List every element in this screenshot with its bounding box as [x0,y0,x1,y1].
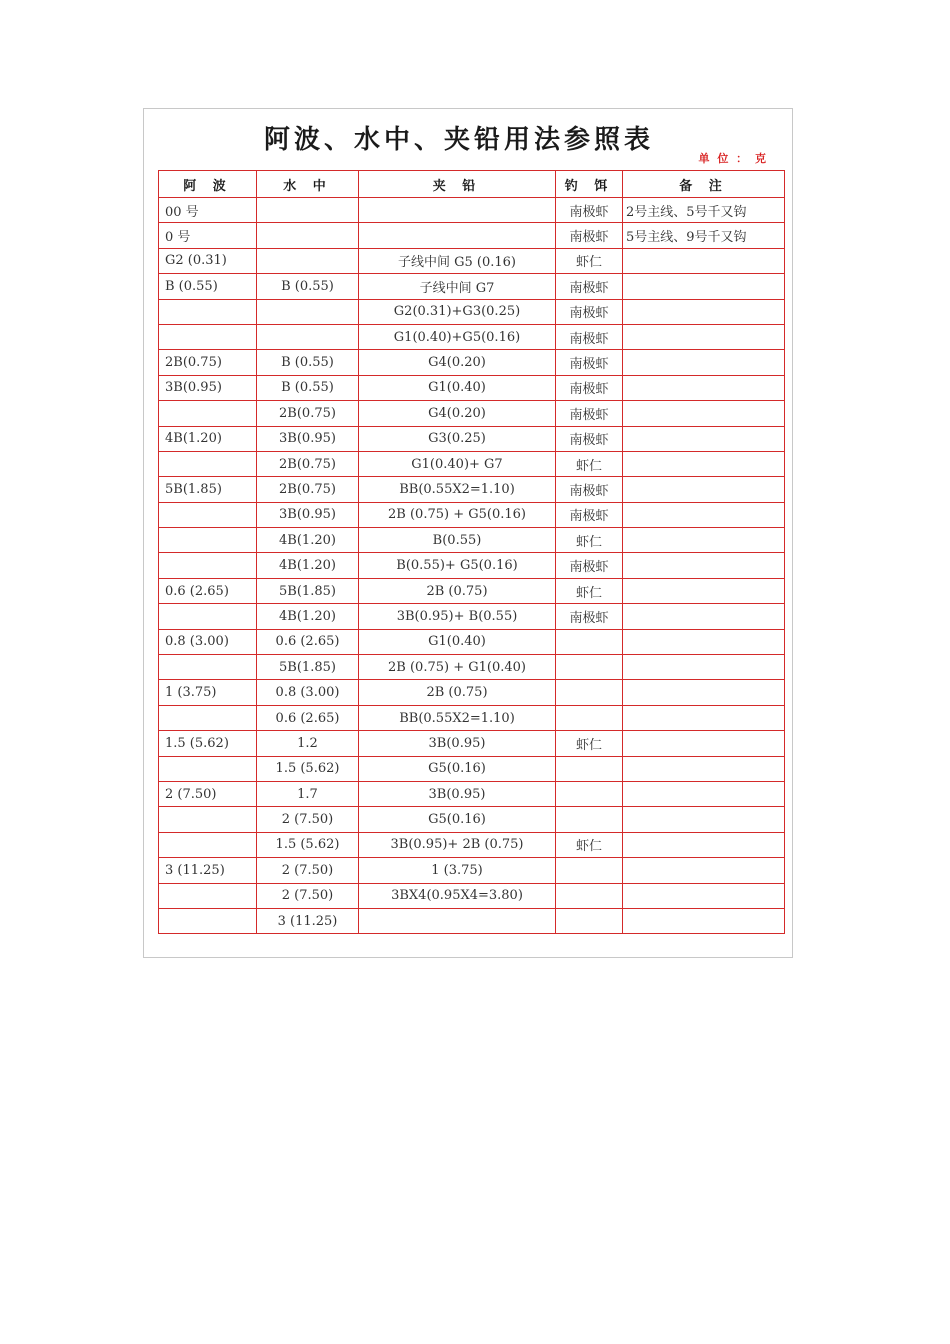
cell-diaoer [556,680,623,705]
cell-jiaqian: 子线中间 G7 [359,274,556,299]
table-row [159,350,785,375]
cell-jiaqian: G5(0.16) [359,756,556,781]
cell-abo: 00 号 [159,198,257,223]
cell-shuizhong [257,198,359,223]
cell-diaoer [556,781,623,806]
cell-beizhu [623,502,785,527]
table-row [159,451,785,476]
cell-shuizhong: 3B(0.95) [257,502,359,527]
cell-abo: B (0.55) [159,274,257,299]
table-row [159,274,785,299]
table-row [159,528,785,553]
cell-abo [159,705,257,730]
table-row [159,223,785,248]
cell-jiaqian: G1(0.40) [359,629,556,654]
cell-shuizhong: 0.6 (2.65) [257,705,359,730]
table-row [159,401,785,426]
cell-diaoer: 南极虾 [556,604,623,629]
cell-jiaqian: BB(0.55X2=1.10) [359,477,556,502]
cell-abo: 0.8 (3.00) [159,629,257,654]
table-row [159,731,785,756]
header-abo: 阿 波 [159,171,257,198]
cell-abo [159,604,257,629]
cell-shuizhong [257,248,359,273]
table-row [159,375,785,400]
cell-beizhu [623,807,785,832]
cell-abo: 0 号 [159,223,257,248]
cell-jiaqian: G3(0.25) [359,426,556,451]
cell-jiaqian [359,223,556,248]
cell-beizhu [623,908,785,933]
cell-beizhu [623,680,785,705]
page-title: 阿波、水中、夹铅用法参照表 [263,125,654,155]
cell-abo [159,655,257,680]
unit-label: 单 位 ： 克 [698,152,768,165]
cell-shuizhong: 2B(0.75) [257,451,359,476]
cell-shuizhong: 1.2 [257,731,359,756]
cell-jiaqian: 子线中间 G5 (0.16) [359,248,556,273]
cell-shuizhong: 0.8 (3.00) [257,680,359,705]
table-row [159,807,785,832]
table-body [159,198,785,934]
cell-beizhu [623,299,785,324]
cell-abo: 0.6 (2.65) [159,578,257,603]
cell-jiaqian: 3B(0.95)+ B(0.55) [359,604,556,629]
cell-shuizhong: 4B(1.20) [257,553,359,578]
cell-jiaqian: G1(0.40) [359,375,556,400]
cell-abo: 4B(1.20) [159,426,257,451]
cell-beizhu [623,553,785,578]
cell-beizhu [623,883,785,908]
cell-jiaqian: 2B (0.75) + G1(0.40) [359,655,556,680]
cell-abo: 3B(0.95) [159,375,257,400]
cell-shuizhong: 3B(0.95) [257,426,359,451]
table-row [159,299,785,324]
cell-shuizhong: B (0.55) [257,350,359,375]
cell-jiaqian [359,908,556,933]
cell-beizhu [623,324,785,349]
table-row [159,324,785,349]
cell-jiaqian: 3B(0.95) [359,731,556,756]
cell-beizhu [623,401,785,426]
cell-jiaqian: G1(0.40)+ G7 [359,451,556,476]
cell-shuizhong: 4B(1.20) [257,528,359,553]
cell-diaoer: 南极虾 [556,502,623,527]
cell-beizhu [623,731,785,756]
reference-sheet [143,108,793,958]
cell-jiaqian: B(0.55)+ G5(0.16) [359,553,556,578]
cell-shuizhong: 4B(1.20) [257,604,359,629]
table-row [159,832,785,857]
table-row [159,477,785,502]
cell-shuizhong: 2 (7.50) [257,807,359,832]
table-row [159,781,785,806]
cell-diaoer: 虾仁 [556,528,623,553]
cell-shuizhong: 2 (7.50) [257,883,359,908]
cell-jiaqian: G4(0.20) [359,350,556,375]
cell-abo: 2B(0.75) [159,350,257,375]
cell-diaoer [556,756,623,781]
cell-shuizhong: 2B(0.75) [257,401,359,426]
cell-diaoer: 南极虾 [556,198,623,223]
cell-diaoer: 虾仁 [556,248,623,273]
cell-abo: 2 (7.50) [159,781,257,806]
cell-shuizhong: 2B(0.75) [257,477,359,502]
cell-abo [159,502,257,527]
cell-shuizhong: 1.7 [257,781,359,806]
cell-jiaqian: G1(0.40)+G5(0.16) [359,324,556,349]
cell-beizhu [623,274,785,299]
cell-diaoer: 虾仁 [556,451,623,476]
cell-diaoer: 南极虾 [556,324,623,349]
table-row [159,248,785,273]
cell-beizhu [623,858,785,883]
cell-jiaqian: 3B(0.95)+ 2B (0.75) [359,832,556,857]
cell-diaoer: 南极虾 [556,401,623,426]
cell-beizhu [623,528,785,553]
cell-diaoer: 南极虾 [556,426,623,451]
cell-abo [159,401,257,426]
cell-beizhu: 2号主线、5号千又钩 [623,198,785,223]
cell-diaoer: 虾仁 [556,832,623,857]
cell-beizhu [623,655,785,680]
cell-beizhu: 5号主线、9号千又钩 [623,223,785,248]
cell-abo: 1.5 (5.62) [159,731,257,756]
cell-jiaqian: 2B (0.75) + G5(0.16) [359,502,556,527]
cell-diaoer [556,858,623,883]
cell-abo [159,883,257,908]
cell-beizhu [623,375,785,400]
header-shuizhong: 水 中 [257,171,359,198]
table-header-row [159,171,785,198]
header-diaoer: 钓 饵 [556,171,623,198]
table-row [159,629,785,654]
cell-beizhu [623,350,785,375]
cell-shuizhong: 5B(1.85) [257,578,359,603]
cell-jiaqian: G5(0.16) [359,807,556,832]
cell-jiaqian: 1 (3.75) [359,858,556,883]
cell-diaoer: 虾仁 [556,731,623,756]
cell-diaoer: 南极虾 [556,299,623,324]
cell-beizhu [623,629,785,654]
table-row [159,655,785,680]
cell-diaoer [556,655,623,680]
cell-beizhu [623,604,785,629]
reference-table [158,170,785,934]
cell-jiaqian: 2B (0.75) [359,578,556,603]
cell-jiaqian: 3BX4(0.95X4=3.80) [359,883,556,908]
cell-beizhu [623,426,785,451]
table-row [159,426,785,451]
cell-beizhu [623,756,785,781]
cell-jiaqian: B(0.55) [359,528,556,553]
cell-shuizhong: 3 (11.25) [257,908,359,933]
cell-beizhu [623,832,785,857]
table-row [159,705,785,730]
cell-diaoer [556,705,623,730]
cell-jiaqian [359,198,556,223]
cell-diaoer: 南极虾 [556,375,623,400]
table-row [159,756,785,781]
cell-jiaqian: G4(0.20) [359,401,556,426]
cell-abo [159,451,257,476]
cell-diaoer: 南极虾 [556,477,623,502]
cell-abo [159,832,257,857]
cell-abo [159,324,257,349]
cell-diaoer: 虾仁 [556,578,623,603]
cell-shuizhong: 0.6 (2.65) [257,629,359,654]
table-row [159,578,785,603]
cell-abo [159,807,257,832]
header-beizhu: 备 注 [623,171,785,198]
cell-beizhu [623,781,785,806]
cell-shuizhong [257,223,359,248]
cell-shuizhong: 1.5 (5.62) [257,756,359,781]
cell-diaoer [556,629,623,654]
cell-jiaqian: BB(0.55X2=1.10) [359,705,556,730]
table-row [159,908,785,933]
cell-beizhu [623,248,785,273]
table-row [159,553,785,578]
cell-shuizhong: 1.5 (5.62) [257,832,359,857]
cell-shuizhong [257,324,359,349]
cell-jiaqian: 3B(0.95) [359,781,556,806]
cell-diaoer: 南极虾 [556,350,623,375]
table-row [159,858,785,883]
cell-abo: G2 (0.31) [159,248,257,273]
cell-diaoer [556,908,623,933]
cell-diaoer [556,807,623,832]
cell-shuizhong: 5B(1.85) [257,655,359,680]
cell-abo [159,553,257,578]
cell-abo [159,908,257,933]
table-row [159,883,785,908]
cell-diaoer: 南极虾 [556,274,623,299]
cell-diaoer: 南极虾 [556,223,623,248]
cell-diaoer: 南极虾 [556,553,623,578]
header-jiaqian: 夹 铅 [359,171,556,198]
cell-shuizhong [257,299,359,324]
cell-abo: 3 (11.25) [159,858,257,883]
table-row [159,604,785,629]
cell-abo [159,299,257,324]
cell-abo [159,528,257,553]
cell-shuizhong: 2 (7.50) [257,858,359,883]
cell-jiaqian: 2B (0.75) [359,680,556,705]
table-row [159,502,785,527]
cell-beizhu [623,578,785,603]
cell-shuizhong: B (0.55) [257,274,359,299]
table-row [159,198,785,223]
cell-abo: 5B(1.85) [159,477,257,502]
cell-beizhu [623,705,785,730]
cell-jiaqian: G2(0.31)+G3(0.25) [359,299,556,324]
cell-beizhu [623,451,785,476]
cell-abo [159,756,257,781]
cell-beizhu [623,477,785,502]
cell-diaoer [556,883,623,908]
table-row [159,680,785,705]
cell-abo: 1 (3.75) [159,680,257,705]
cell-shuizhong: B (0.55) [257,375,359,400]
